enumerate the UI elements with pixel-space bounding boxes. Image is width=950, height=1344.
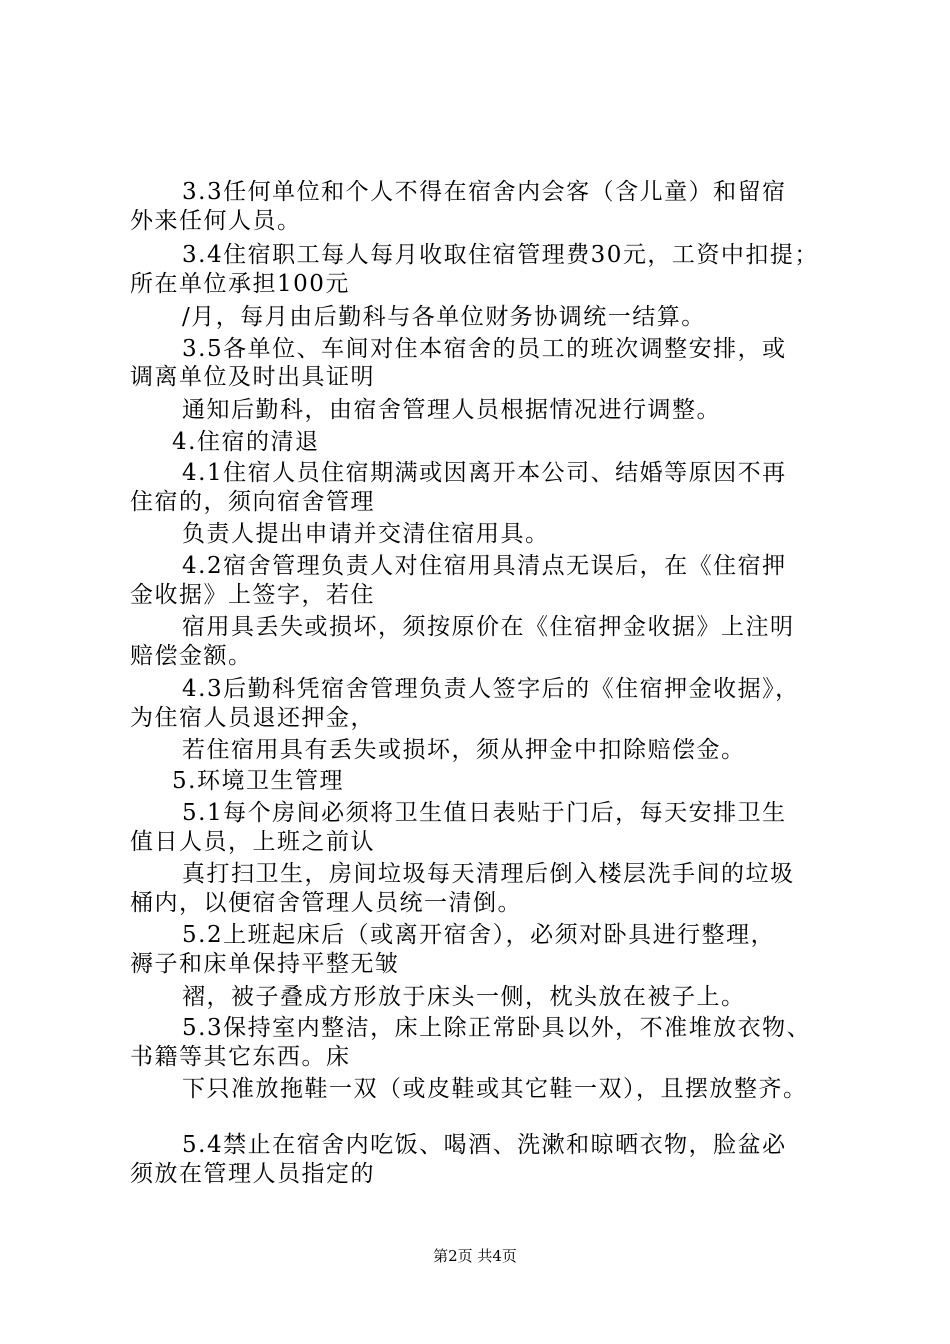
text-line-22: 值日人员，上班之前认 — [130, 829, 375, 855]
text-line-28: 5.3保持室内整洁，床上除正常卧具以外，不准堆放衣物、 — [182, 1015, 812, 1041]
text-line-21: 5.1每个房间必须将卫生值日表贴于门后，每天安排卫生 — [182, 800, 787, 826]
text-line-27: 褶，被子叠成方形放于床头一侧，枕头放在被子上。 — [182, 984, 746, 1010]
text-line-29: 书籍等其它东西。床 — [130, 1044, 351, 1070]
text-line-3: 3.4住宿职工每人每月收取住宿管理费30元，工资中扣提； — [182, 242, 819, 268]
text-line-17: 4.3后勤科凭宿舍管理负责人签字后的《住宿押金收据》， — [182, 676, 800, 702]
text-line-13: 4.2宿舍管理负责人对住宿用具清点无误后，在《住宿押 — [182, 553, 787, 579]
text-line-1: 3.3任何单位和个人不得在宿舍内会客（含儿童）和留宿 — [182, 179, 787, 205]
text-line-30: 下只准放拖鞋一双（或皮鞋或其它鞋一双），且摆放整齐。 — [182, 1076, 808, 1102]
text-line-4: 所在单位承担100元 — [130, 271, 350, 297]
text-line-32: 须放在管理人员指定的 — [130, 1161, 375, 1187]
text-line-19: 若住宿用具有丢失或损坏，须从押金中扣除赔偿金。 — [182, 737, 746, 763]
text-line-7: 调离单位及时出具证明 — [130, 364, 375, 390]
text-line-16: 赔偿金额。 — [130, 643, 253, 669]
text-line-2: 外来任何人员。 — [130, 208, 302, 234]
text-line-10: 4.1住宿人员住宿期满或因离开本公司、结婚等原因不再 — [182, 460, 787, 486]
text-line-25: 5.2上班起床后（或离开宿舍），必须对卧具进行整理， — [182, 922, 776, 948]
text-line-18: 为住宿人员退还押金， — [130, 705, 375, 731]
text-line-11: 住宿的，须向宿舍管理 — [130, 489, 375, 515]
page-number-label: 第2页 共4页 — [433, 1247, 517, 1265]
text-line-31: 5.4禁止在宿舍内吃饭、喝酒、洗漱和晾晒衣物，脸盆必 — [182, 1132, 787, 1158]
text-line-8: 通知后勤科，由宿舍管理人员根据情况进行调整。 — [182, 397, 721, 423]
section-heading-5: 5.环境卫生管理 — [172, 768, 344, 794]
text-line-24: 桶内，以便宿舍管理人员统一清倒。 — [130, 890, 522, 916]
text-line-12: 负责人提出申请并交清住宿用具。 — [182, 521, 550, 547]
text-line-26: 褥子和床单保持平整无皱 — [130, 951, 400, 977]
section-heading-4: 4.住宿的清退 — [172, 429, 320, 455]
text-line-23: 真打扫卫生，房间垃圾每天清理后倒入楼层洗手间的垃圾 — [182, 861, 795, 887]
text-line-5: /月，每月由后勤科与各单位财务协调统一结算。 — [182, 304, 706, 330]
page-footer — [0, 1246, 950, 1266]
text-line-14: 金收据》上签字，若住 — [130, 582, 375, 608]
text-line-15: 宿用具丢失或损坏，须按原价在《住宿押金收据》上注明 — [182, 614, 795, 640]
text-line-6: 3.5各单位、车间对住本宿舍的员工的班次调整安排，或 — [182, 336, 787, 362]
